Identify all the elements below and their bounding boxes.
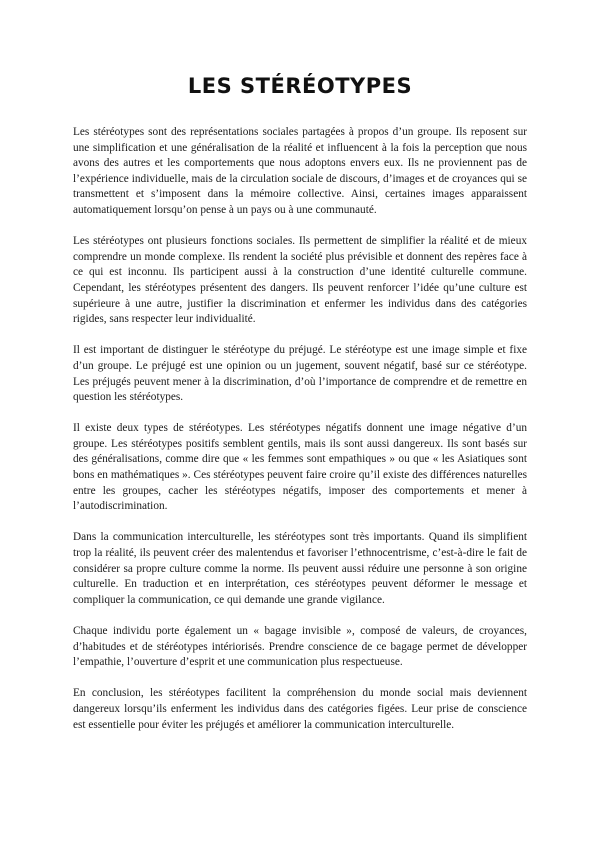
- page-title: LES STÉRÉOTYPES: [187, 74, 413, 98]
- paragraph-conclusion: En conclusion, les stéréotypes facilitent la compréhension du monde social mais deviennent dangereux lorsqu’ils enferment les individus dans des catégories figées. Leur prise de conscience est essentielle pour éviter les préjugés et améliorer la communication interculturelle.: [73, 687, 527, 731]
- paragraph-stereotype-vs-prejudice: Il est important de distinguer le stéréotype du préjugé. Le stéréotype est une image simple et fixe d’un groupe. Le préjugé est une opinion ou un jugement, souvent négatif, basé sur ce stéréotype. Les préjugés peuvent mener à la discrimination, d’où l’importance de comprendre et de remettre en question les stéréotypes.: [73, 344, 527, 404]
- paragraph-definition: Les stéréotypes sont des représentations sociales partagées à propos d’un groupe. Ils reposent sur une simplification et une généralisation de la réalité et influencent à la fois la perception que nous avons des autres et les comportements que nous adoptons envers eux. Ils ne proviennent pas de l’expérience individuelle, mais de la circulation sociale de discours, d’images et de croyances qui se transmettent et s’imposent dans la mémoire collective. Ainsi, certaines images apparaissent automatiquement lorsqu’on pense à un pays ou à une communauté.: [73, 126, 527, 216]
- paragraph-invisible-baggage: Chaque individu porte également un « bagage invisible », composé de valeurs, de croyances, d’habitudes et de stéréotypes intériorisés. Prendre conscience de ce bagage permet de développer l’empathie, l’ouverture d’esprit et une communication plus respectueuse.: [73, 625, 527, 669]
- paragraph-social-functions: Les stéréotypes ont plusieurs fonctions sociales. Ils permettent de simplifier la réalité et de mieux comprendre un monde complexe. Ils rendent la société plus prévisible et donnent des repères face à ce qui est inconnu. Ils participent aussi à la construction d’une identité culturelle commune. Cependant, les stéréotypes présentent des dangers. Ils peuvent renforcer l’idée qu’une culture est supérieure à une autre, justifier la discrimination et enfermer les individus dans des catégories rigides, sans respecter leur individualité.: [73, 235, 527, 326]
- document-body: [73, 125, 527, 749]
- paragraph-intercultural-communication: Dans la communication interculturelle, les stéréotypes sont très importants. Quand ils simplifient trop la réalité, ils peuvent créer des malentendus et favoriser l’ethnocentrisme, c’est-à-dire le fait de considérer sa propre culture comme la norme. Ils peuvent aussi réduire une personne à son origine culturelle. En traduction et en interprétation, ces stéréotypes peuvent déformer le message et compliquer la communication, ce qui demande une grande vigilance.: [73, 531, 527, 606]
- paragraph-types-of-stereotypes: Il existe deux types de stéréotypes. Les stéréotypes négatifs donnent une image négative d’un groupe. Les stéréotypes positifs semblent gentils, mais ils sont aussi dangereux. Ils sont basés sur des généralisations, comme dire que « les femmes sont empathiques » ou que « les Asiatiques sont bons en mathématiques ». Ces stéréotypes peuvent faire croire qu’il existe des différences naturelles entre les groupes, cacher les stéréotypes négatifs, imposer des comportements et mener à l’autodiscrimination.: [73, 422, 527, 513]
